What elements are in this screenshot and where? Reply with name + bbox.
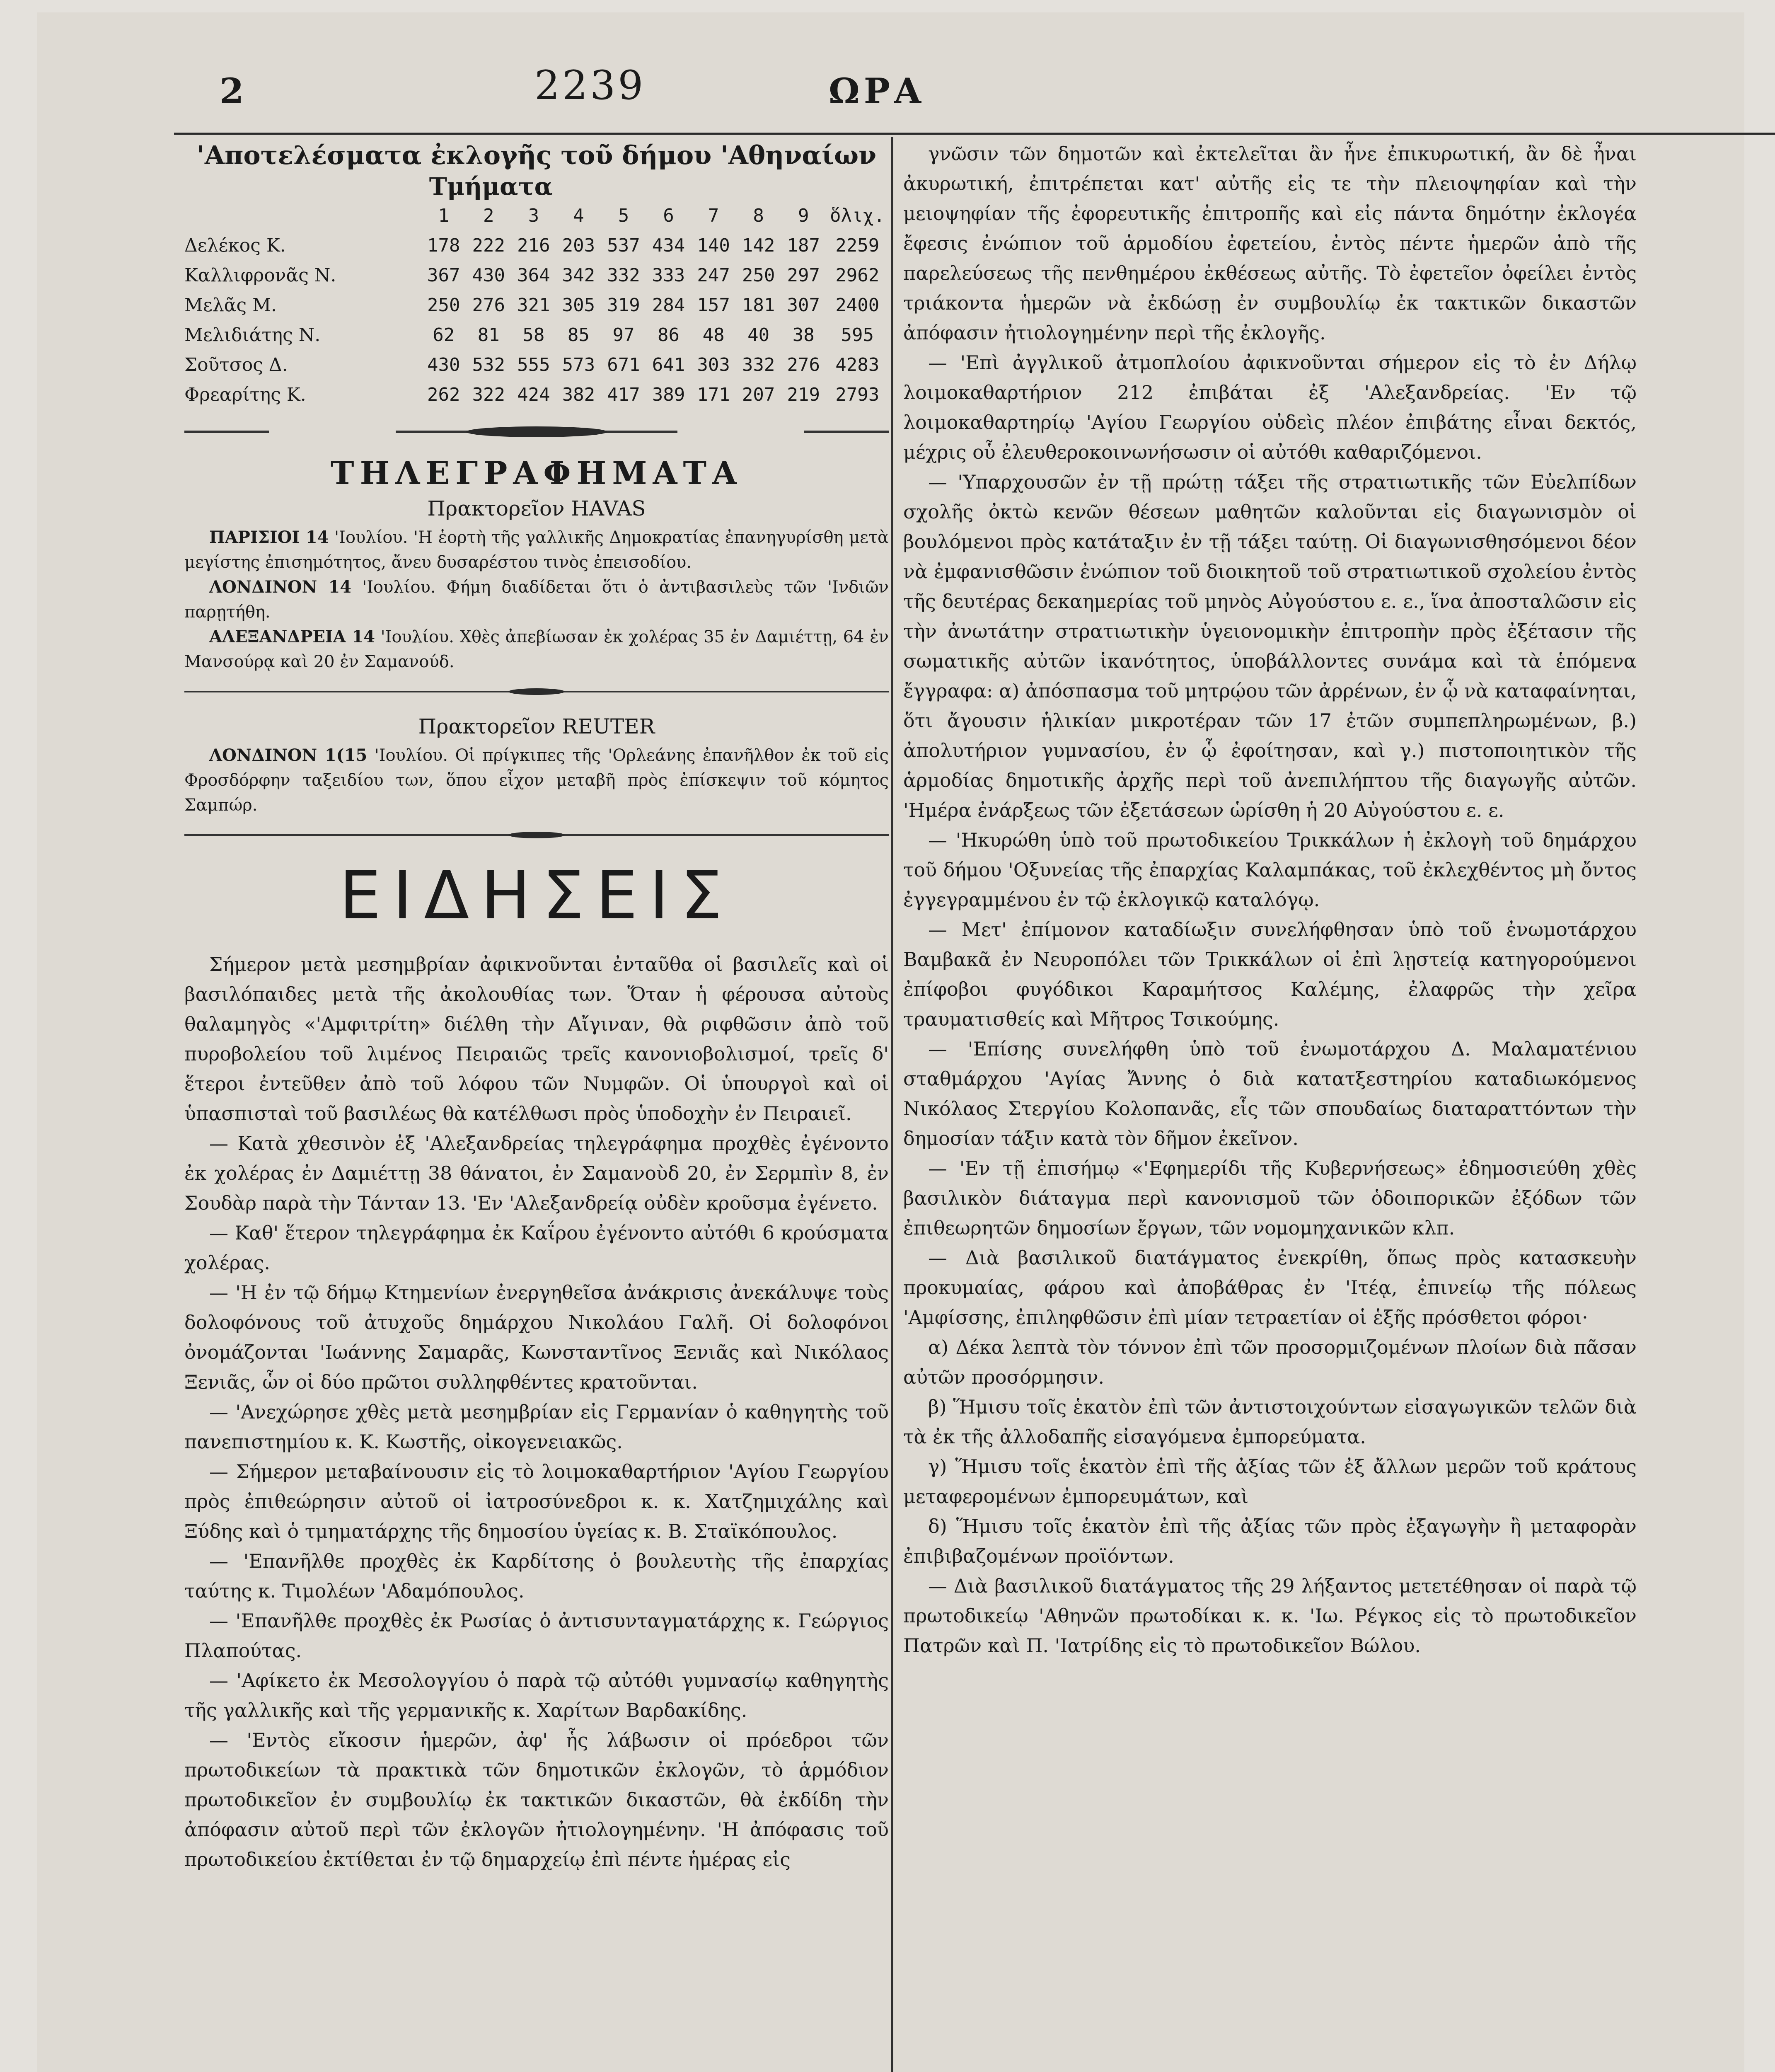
section-votes: 537 (607, 235, 640, 256)
col-header: 3 (528, 205, 539, 226)
results-row (184, 380, 889, 410)
col-header: 5 (618, 205, 629, 226)
news-left-body (184, 949, 889, 1874)
results-row (184, 261, 889, 290)
results-header-blank (184, 201, 421, 231)
results-subtitle: Τμήματα (429, 172, 553, 201)
telegram-place: ΛΟΝΔΙΝΟΝ 14 (209, 577, 352, 597)
section-votes: 342 (562, 265, 595, 286)
telegram-place: ΑΛΕΞΑΝΔΡΕΙΑ 14 (209, 627, 375, 646)
total-votes: 2793 (835, 384, 880, 405)
section-votes: 532 (472, 354, 505, 375)
news-item: δ) Ἥμισυ τοῖς ἑκατὸν ἐπὶ τῆς ἀξίας τῶν πρὸς ἐξαγωγὴν ἢ μεταφορὰν ἐπιβιβαζομένων προϊόντων. (903, 1515, 1637, 1567)
issue-number: 2239 (534, 62, 646, 109)
section-votes: 389 (652, 384, 685, 405)
election-results-table (184, 201, 889, 410)
section-votes: 171 (697, 384, 730, 405)
section-votes: 430 (427, 354, 460, 375)
section-votes: 62 (433, 324, 455, 346)
candidate-name: Δελέκος Κ. (184, 235, 286, 256)
results-row (184, 231, 889, 261)
section-votes: 207 (742, 384, 775, 405)
section-votes: 430 (472, 265, 505, 286)
section-votes: 247 (697, 265, 730, 286)
news-item: — Διὰ βασιλικοῦ διατάγματος ἐνεκρίθη, ὅπως πρὸς κατασκευὴν προκυμαίας, φάρου καὶ ἀποβάθρας ἐν 'Ιτέᾳ, ἐπινείῳ τῆς πόλεως 'Αμφίσσης, ἐπιληφθῶσιν ἐπὶ μίαν τετραετίαν οἱ ἑξῆς πρόσθετοι φόροι· (903, 1247, 1637, 1329)
news-item: — 'Υπαρχουσῶν ἐν τῇ πρώτῃ τάξει τῆς στρατιωτικῆς τῶν Εὐελπίδων σχολῆς ὀκτὼ κενῶν θέσεων μαθητῶν καλοῦνται εἰς διαγωνισμὸν οἱ βουλόμενοι πρὸς κατάταξιν ἐν τῇ τάξει ταύτῃ. Οἱ διαγωνισθησόμενοι δέον νὰ ἐμφανισθῶσιν ἐνώπιον τοῦ διοικητοῦ τοῦ στρατιωτικοῦ σχολείου ἐντὸς τῆς δευτέρας δεκαημερίας τοῦ μηνὸς Αὐγούστου ε. ε., ἵνα ἀποσταλῶσιν εἰς τὴν ἀνωτάτην στρατιωτικὴν ὑγειονομικὴν ἐπιτροπὴν πρὸς ἐξέτασιν τῆς σωματικῆς αὐτῶν ἱκανότητος, ὑποβάλλοντες συνάμα καὶ τὰ ἑπόμενα ἔγγραφα: α) ἀπόσπασμα τοῦ μητρῴου τῶν ἀρρένων, ἐν ᾧ νὰ καταφαίνηται, ὅτι ἄγουσιν ἡλικίαν μικροτέραν τῶν 17 ἐτῶν συμπεπληρωμένων, β.) ἀπολυτήριον γυμνασίου, ἐν ᾧ ἐφοίτησαν, καὶ γ.) πιστοποιητικὸν τῆς ἁρμοδίας δημοτικῆς ἀρχῆς περὶ τοῦ ἀνεπιλήπτου τῆς διαγωγῆς αὐτῶν. 'Ημέρα ἐνάρξεως τῶν ἐξετάσεων ὡρίσθη ἡ 20 Αὐγούστου ε. ε. (903, 471, 1637, 821)
section-votes: 142 (742, 235, 775, 256)
section-votes: 81 (477, 324, 500, 346)
total-votes: 2400 (835, 295, 880, 316)
section-votes: 332 (742, 354, 775, 375)
col-header: 4 (573, 205, 584, 226)
col-header-total: ὅλιχ. (830, 205, 885, 226)
news-item: β) Ἥμισυ τοῖς ἑκατὸν ἐπὶ τῶν ἀντιστοιχούντων εἰσαγωγικῶν τελῶν διὰ τὰ ἐκ τῆς ἀλλοδαπῆς εἰσαγόμενα ἐμπορεύματα. (903, 1396, 1637, 1448)
masthead (174, 54, 1775, 112)
news-heading: ΕΙΔΗΣΕΙΣ (339, 857, 734, 934)
col-header: 1 (438, 205, 449, 226)
section-votes: 333 (652, 265, 685, 286)
news-item: — 'Εν τῇ ἐπισήμῳ «'Εφημερίδι τῆς Κυβερνήσεως» ἐδημοσιεύθη χθὲς βασιλικὸν διάταγμα περὶ κανονισμοῦ τῶν ὁδοιπορικῶν ἐξόδων τῶν ἐπιθεωρητῶν δημοσίων ἔργων, τῶν νομομηχανικῶν κλπ. (903, 1157, 1637, 1239)
col-header: 9 (798, 205, 809, 226)
candidate-name: Φρεαρίτης Κ. (184, 384, 306, 405)
section-votes: 262 (427, 384, 460, 405)
page-number: 2 (220, 70, 244, 111)
section-votes: 219 (787, 384, 820, 405)
section-votes: 424 (517, 384, 550, 405)
news-item: — 'Επίσης συνελήφθη ὑπὸ τοῦ ἐνωμοτάρχου Δ. Μαλαματένιου σταθμάρχου 'Αγίας Ἄννης ὁ διὰ κατατξεστηρίου καταδιωκόμενος Νικόλαος Στεργίου Κολοπανᾶς, εἷς τῶν σπουδαίως διαταραττόντων τὴν δημοσίαν τάξιν κατὰ τὸν δῆμον ἐκεῖνον. (903, 1038, 1637, 1150)
news-item: — Διὰ βασιλικοῦ διατάγματος τῆς 29 λήξαντος μετετέθησαν οἱ παρὰ τῷ πρωτοδικείῳ 'Αθηνῶν πρωτοδίκαι κ. κ. 'Ιω. Ρέγκος εἰς τὸ πρωτοδικεῖον Πατρῶν καὶ Π. 'Ιατρίδης εἰς τὸ πρωτοδικεῖον Βώλου. (903, 1575, 1637, 1657)
telegram-item (184, 525, 889, 575)
results-header-row (184, 201, 889, 231)
news-item: α) Δέκα λεπτὰ τὸν τόννον ἐπὶ τῶν προσορμιζομένων πλοίων διὰ πᾶσαν αὐτῶν προσόρμησιν. (903, 1336, 1637, 1388)
telegram-text: 'Ιουλίου. Οἱ πρίγκιπες τῆς 'Ορλεάνης ἐπανῆλθον ἐκ τοῦ εἰς Φροσδόρφην ταξειδίου των, ὅπου εἶχον μεταβῆ πρὸς ἐπίσκεψιν τοῦ κόμητος Σαμπώρ. (184, 746, 889, 815)
col-header: 7 (708, 205, 719, 226)
section-votes: 367 (427, 265, 460, 286)
section-votes: 284 (652, 295, 685, 316)
section-votes: 250 (742, 265, 775, 286)
ornament-divider-small (184, 825, 889, 846)
section-votes: 40 (747, 324, 770, 346)
section-votes: 382 (562, 384, 595, 405)
section-votes: 641 (652, 354, 685, 375)
section-votes: 332 (607, 265, 640, 286)
ornament-divider-small (184, 682, 889, 702)
news-item: γνῶσιν τῶν δημοτῶν καὶ ἐκτελεῖται ἂν ἦνε ἐπικυρωτική, ἂν δὲ ἦναι ἀκυρωτική, ἐπιτρέπεται κατ' αὐτῆς εἰς τε τὴν πλειοψηφίαν καὶ τὴν μειοψηφίαν τῆς ἐφορευτικῆς ἐπιτροπῆς καὶ εἰς πάντα δημότην ἐκλογέα ἔφεσις ἐνώπιον τοῦ ἁρμοδίου ἐφετείου, ἐντὸς πέντε ἡμερῶν ἀπὸ τῆς παρελεύσεως τῆς πενθημέρου ἐκθέσεως αὐτῆς. Τὸ ἐφετεῖον ὀφείλει ἐντὸς τριάκοντα ἡμερῶν νὰ ἐκδώσῃ ἐν συμβουλίῳ ἐκ τακτικῶν δικαστῶν ἀπόφασιν ἠτιολογημένην περὶ τῆς ἐκλογῆς. (903, 143, 1637, 344)
section-votes: 417 (607, 384, 640, 405)
news-item: — 'Ηκυρώθη ὑπὸ τοῦ πρωτοδικείου Τρικκάλων ἡ ἐκλογὴ τοῦ δημάρχου τοῦ δήμου 'Οξυνείας τῆς ἐπαρχίας Καλαμπάκας, τοῦ ἐκλεχθέντος μὴ ὄντος ἐγγεγραμμένου ἐν τῷ ἐκλογικῷ καταλόγῳ. (903, 829, 1637, 911)
candidate-name: Σοῦτσος Δ. (184, 354, 288, 375)
section-votes: 276 (787, 354, 820, 375)
section-votes: 178 (427, 235, 460, 256)
telegram-text: 'Ιουλίου. Φήμη διαδίδεται ὅτι ὁ ἀντιβασιλεὺς τῶν 'Ινδιῶν παρῃτήθη. (184, 578, 889, 622)
news-item: — Μετ' ἐπίμονον καταδίωξιν συνελήφθησαν ὑπὸ τοῦ ἐνωμοτάρχου Βαμβακᾶ ἐν Νευροπόλει τῶν Τρικκάλων οἱ ἐπὶ λῃστείᾳ κατηγορούμενοι ἐπίφοβοι φυγόδικοι Καραμήτσος Καλέμης, ἐλαφρῶς τὴν χεῖρα τραυματισθείς καὶ Μῆτρος Τσικούμης. (903, 918, 1637, 1030)
section-votes: 222 (472, 235, 505, 256)
section-votes: 97 (612, 324, 635, 346)
total-votes: 2259 (835, 235, 880, 256)
results-row (184, 290, 889, 320)
section-votes: 250 (427, 295, 460, 316)
total-votes: 4283 (835, 354, 880, 375)
section-votes: 321 (517, 295, 550, 316)
col-header: 6 (663, 205, 674, 226)
telegram-item (184, 575, 889, 625)
telegram-place: ΛΟΝΔΙΝΟΝ 1(15 (209, 746, 368, 765)
telegram-place: ΠΑΡΙΣΙΟΙ 14 (209, 528, 329, 547)
section-votes: 181 (742, 295, 775, 316)
section-votes: 319 (607, 295, 640, 316)
section-votes: 573 (562, 354, 595, 375)
section-votes: 297 (787, 265, 820, 286)
telegrams-heading: ΤΗΛΕΓΡΑΦΗΜΑΤΑ (331, 455, 742, 491)
news-item: — Κατὰ χθεσινὸν ἐξ 'Αλεξανδρείας τηλεγράφημα προχθὲς ἐγένοντο ἐκ χολέρας ἐν Δαμιέττῃ 38 θάνατοι, ἐν Σαμανοὺδ 20, ἐν Σερμπὶν 8, ἐν Σουδὰρ παρὰ τὴν Τάνταν 13. 'Εν 'Αλεξανδρείᾳ οὐδὲν κροῦσμα ἐγένετο. (184, 1132, 889, 1214)
candidate-name: Μελιδιάτης Ν. (184, 324, 321, 346)
header-rule (174, 133, 1775, 135)
news-item: — 'Επανῆλθε προχθὲς ἐκ Ρωσίας ὁ ἀντισυνταγματάρχης κ. Γεώργιος Πλαπούτας. (184, 1610, 889, 1662)
newspaper-title: ΩΡΑ (829, 70, 926, 111)
section-votes: 364 (517, 265, 550, 286)
section-votes: 434 (652, 235, 685, 256)
news-item: — 'Επανῆλθε προχθὲς ἐκ Καρδίτσης ὁ βουλευτὴς τῆς ἐπαρχίας ταύτης κ. Τιμολέων 'Αδαμόπουλος. (184, 1550, 889, 1602)
section-votes: 85 (567, 324, 590, 346)
section-votes: 303 (697, 354, 730, 375)
results-title: 'Αποτελέσματα ἐκλογῆς τοῦ δήμου 'Αθηναίων (196, 140, 877, 170)
section-votes: 187 (787, 235, 820, 256)
section-votes: 555 (517, 354, 550, 375)
total-votes: 595 (841, 324, 874, 346)
news-item: γ) Ἥμισυ τοῖς ἑκατὸν ἐπὶ τῆς ἀξίας τῶν ἐξ ἄλλων μερῶν τοῦ κράτους μεταφερομένων ἐμπορευμάτων, καὶ (903, 1455, 1637, 1508)
section-votes: 38 (792, 324, 815, 346)
section-votes: 58 (522, 324, 545, 346)
results-body (184, 231, 889, 410)
reuter-telegrams (184, 743, 889, 818)
column-divider (891, 137, 893, 2072)
news-right-body (903, 139, 1637, 1661)
col-header: 2 (483, 205, 494, 226)
col-header: 8 (753, 205, 764, 226)
news-item: — 'Εντὸς εἴκοσιν ἡμερῶν, ἀφ' ἧς λάβωσιν οἱ πρόεδροι τῶν πρωτοδικείων τὰ πρακτικὰ τῶν δημοτικῶν ἐκλογῶν, τὸ ἁρμόδιον πρωτοδικεῖον ἐν συμβουλίῳ ἐκ τακτικῶν δικαστῶν, θὰ ἐκδίδη τὴν ἀπόφασιν αὐτοῦ περὶ τῶν ἐκλογῶν ἠτιολογημένην. 'Η ἀπόφασις τοῦ πρωτοδικείου ἐκτίθεται ἐν τῷ δημαρχείῳ ἐπὶ πέντε ἡμέρας εἰς (184, 1729, 889, 1871)
ornament-divider (184, 417, 889, 446)
news-item: — 'Επὶ ἀγγλικοῦ ἀτμοπλοίου ἀφικνοῦνται σήμερον εἰς τὸ ἐν Δήλῳ λοιμοκαθαρτήριον 212 ἐπιβάται ἐξ 'Αλεξανδρείας. 'Εν τῷ λοιμοκαθαρτηρίῳ 'Αγίου Γεωργίου οὐδεὶς πλέον ἐπιβάτης εἶναι δεκτός, μέχρις οὗ ἐλευθεροκοινωνήσωσιν οἱ αὐτόθι καθαριζόμενοι. (903, 351, 1637, 463)
candidate-name: Καλλιφρονᾶς Ν. (184, 265, 336, 286)
section-votes: 48 (702, 324, 725, 346)
news-item: — 'Ανεχώρησε χθὲς μετὰ μεσημβρίαν εἰς Γερμανίαν ὁ καθηγητὴς τοῦ πανεπιστημίου κ. Κ. Κωστῆς, οἰκογενειακῶς. (184, 1401, 889, 1453)
telegram-item (184, 625, 889, 674)
section-votes: 157 (697, 295, 730, 316)
section-votes: 276 (472, 295, 505, 316)
reuter-agency-label: Πρακτορεῖον REUTER (418, 714, 655, 738)
telegram-item (184, 743, 889, 818)
telegram-text: 'Ιουλίου. 'Η ἑορτὴ τῆς γαλλικῆς Δημοκρατίας ἐπανηγυρίσθη μετὰ μεγίστης ἐπισημότητος, ἄνευ δυσαρέστου τινὸς ἐπεισοδίου. (184, 528, 889, 572)
section-votes: 86 (658, 324, 680, 346)
telegram-text: 'Ιουλίου. Χθὲς ἀπεβίωσαν ἐκ χολέρας 35 ἐν Δαμιέττῃ, 64 ἐν Μανσούρᾳ καὶ 20 ἐν Σαμανούδ. (184, 627, 889, 671)
total-votes: 2962 (835, 265, 880, 286)
right-column (903, 139, 1637, 1661)
section-votes: 307 (787, 295, 820, 316)
news-item: — 'Αφίκετο ἐκ Μεσολογγίου ὁ παρὰ τῷ αὐτόθι γυμνασίῳ καθηγητὴς τῆς γαλλικῆς καὶ τῆς γερμανικῆς κ. Χαρίτων Βαρδακίδης. (184, 1669, 889, 1721)
section-votes: 671 (607, 354, 640, 375)
news-item: Σήμερον μετὰ μεσημβρίαν ἀφικνοῦνται ἐνταῦθα οἱ βασιλεῖς καὶ οἱ βασιλόπαιδες μετὰ τῆς ἀκολουθίας των. Ὅταν ἡ φέρουσα αὐτοὺς θαλαμηγὸς «'Αμφιτρίτη» διέλθη τὴν Αἴγιναν, θὰ ριφθῶσιν ἀπὸ τοῦ πυροβολείου τοῦ λιμένος Πειραιῶς τρεῖς κανονιοβολισμοί, τρεῖς δ' ἕτεροι ἐντεῦθεν ἀπὸ τοῦ λόφου τῶν Νυμφῶν. Οἱ ὑπουργοὶ καὶ οἱ ὑπασπισταὶ τοῦ βασιλέως θὰ κατέλθωσι πρὸς ὑποδοχὴν ἐν Πειραιεῖ. (184, 953, 889, 1125)
results-row (184, 350, 889, 380)
section-votes: 216 (517, 235, 550, 256)
news-item: — Καθ' ἕτερον τηλεγράφημα ἐκ Καΐρου ἐγένοντο αὐτόθι 6 κρούσματα χολέρας. (184, 1222, 889, 1274)
left-column (184, 139, 889, 1874)
candidate-name: Μελᾶς Μ. (184, 295, 277, 316)
results-row (184, 320, 889, 350)
section-votes: 140 (697, 235, 730, 256)
havas-agency-label: Πρακτορεῖον HAVAS (427, 496, 646, 520)
section-votes: 203 (562, 235, 595, 256)
section-votes: 305 (562, 295, 595, 316)
news-item: — 'Η ἐν τῷ δήμῳ Κτημενίων ἐνεργηθεῖσα ἀνάκρισις ἀνεκάλυψε τοὺς δολοφόνους τοῦ ἀτυχοῦς δημάρχου Νικολάου Γαλῆ. Οἱ δολοφόνοι ὀνομάζονται 'Ιωάννης Σαμαρᾶς, Κωνσταντῖνος Ξενιᾶς καὶ Νικόλαος Ξενιᾶς, ὧν οἱ δύο πρῶτοι συλληφθέντες κρατοῦνται. (184, 1281, 889, 1393)
havas-telegrams (184, 525, 889, 674)
news-item: — Σήμερον μεταβαίνουσιν εἰς τὸ λοιμοκαθαρτήριον 'Αγίου Γεωργίου πρὸς ἐπιθεώρησιν αὐτοῦ οἱ ἰατροσύνεδροι κ. κ. Χατζημιχάλης καὶ Ξύδης καὶ ὁ τμηματάρχης τῆς δημοσίου ὑγείας κ. Β. Σταϊκόπουλος. (184, 1460, 889, 1542)
section-votes: 322 (472, 384, 505, 405)
